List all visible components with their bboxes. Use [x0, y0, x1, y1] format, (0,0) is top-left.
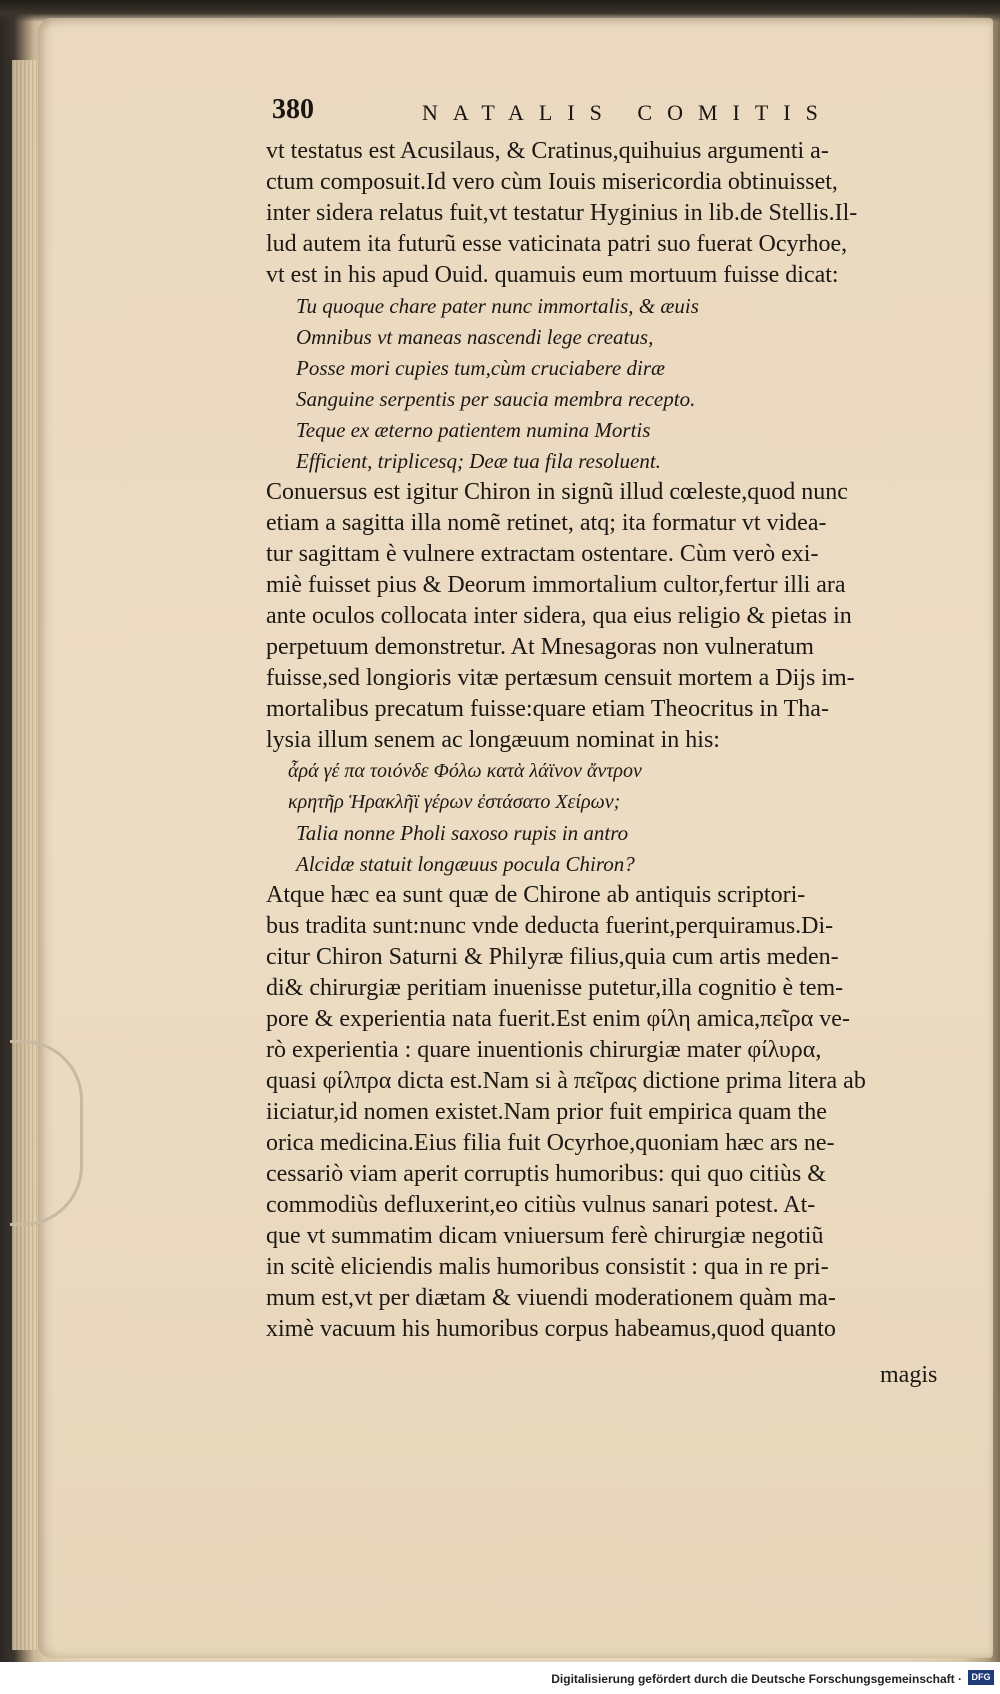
footer-bar [0, 1664, 1000, 1694]
text-line: fuisse,sed longioris vitæ pertæsum censuit mortem a Dijs im- [266, 665, 855, 691]
page-clip [10, 1040, 83, 1226]
text-line: Atque hæc ea sunt quæ de Chirone ab antiquis scriptori- [266, 882, 806, 908]
text-line: inter sidera relatus fuit,vt testatur Hyginius in lib.de Stellis.Il- [266, 200, 858, 226]
text-line: in scitè eliciendis malis humoribus consistit : qua in re pri- [266, 1254, 829, 1280]
text-line: lud autem ita futurũ esse vaticinata patri suo fuerat Ocyrhoe, [266, 231, 848, 257]
text-line: di& chirurgiæ peritiam inuenisse putetur,illa cognitio è tem- [266, 975, 844, 1001]
text-line: pore & experientia nata fuerit.Est enim φίλη amica,πεῖρα ve- [266, 1006, 850, 1032]
text-line: commodiùs defluxerint,eo citiùs vulnus sanari potest. At- [266, 1192, 816, 1218]
text-line: citur Chiron Saturni & Philyræ filius,quia cum artis meden- [266, 944, 839, 970]
page-edges [12, 60, 38, 1650]
text-line: lysia illum senem ac longæuum nominat in his: [266, 727, 720, 753]
text-line: cessariò viam aperit corruptis humoribus: qui quo citiùs & [266, 1161, 826, 1187]
verse-line: Talia nonne Pholi saxoso rupis in antro [296, 821, 629, 845]
text-line: vt est in his apud Ouid. quamuis eum mortuum fuisse dicat: [266, 262, 839, 288]
verse-line: Tu quoque chare pater nunc immortalis, & æuis [296, 294, 699, 318]
page-number: 380 [272, 94, 314, 125]
text-line: mortalibus precatum fuisse:quare etiam Theocritus in Tha- [266, 696, 829, 722]
greek-verse-line: κρητῆρ Ἡρακλῆϊ γέρων ἐστάσατο Χείρων; [288, 791, 621, 813]
text-line: ctum composuit.Id vero cùm Iouis misericordia obtinuisset, [266, 169, 838, 195]
text-line: ante oculos collocata inter sidera, qua eius religio & pietas in [266, 603, 852, 629]
text-line: etiam a sagitta illa nomẽ retinet, atq; ita formatur vt videa- [266, 510, 827, 536]
verse-line: Efficient, triplicesq; Deæ tua fila resoluent. [296, 449, 661, 473]
verse-line: Alcidæ statuit longæuus pocula Chiron? [296, 852, 635, 876]
text-line: que vt summatim dicam vniuersum ferè chirurgiæ negotiũ [266, 1223, 824, 1249]
running-title: NATALIS COMITIS [422, 100, 833, 125]
text-line: Conuersus est igitur Chiron in signũ illud cœleste,quod nunc [266, 479, 848, 505]
catchword: magis [880, 1362, 938, 1388]
verse-line: Sanguine serpentis per saucia membra recepto. [296, 387, 696, 411]
text-line: ximè vacuum his humoribus corpus habeamus,quod quanto [266, 1316, 836, 1342]
verse-line: Posse mori cupies tum,cùm cruciabere diræ [296, 356, 665, 380]
text-line: miè fuisset pius & Deorum immortalium cultor,fertur illi ara [266, 572, 846, 598]
text-line: tur sagittam è vulnere extractam ostentare. Cùm verò exi- [266, 541, 819, 567]
greek-verse-line: ἆρά γέ πα τοιόνδε Φόλω κατὰ λάϊνον ἄντρον [288, 760, 642, 782]
text-line: orica medicina.Eius filia fuit Ocyrhoe,quoniam hæc ars ne- [266, 1130, 835, 1156]
verse-line: Teque ex æterno patientem numina Mortis [296, 418, 651, 442]
verse-line: Omnibus vt maneas nascendi lege creatus, [296, 325, 654, 349]
text-line: iiciatur,id nomen existet.Nam prior fuit empirica quam the [266, 1099, 827, 1125]
text-line: vt testatus est Acusilaus, & Cratinus,quihuius argumenti a- [266, 138, 829, 164]
dfg-logo: DFG [968, 1670, 994, 1685]
text-block [266, 136, 931, 1345]
text-line: quasi φίλπρα dicta est.Nam si à πεῖρας dictione prima litera ab [266, 1068, 866, 1094]
text-line: rò experientia : quare inuentionis chirurgiæ mater φίλυρα, [266, 1037, 822, 1063]
text-line: mum est,vt per diætam & viuendi moderationem quàm ma- [266, 1285, 836, 1311]
funding-credit: Digitalisierung gefördert durch die Deutsche Forschungsgemeinschaft · [551, 1672, 962, 1686]
text-line: perpetuum demonstretur. At Mnesagoras non vulneratum [266, 634, 814, 660]
text-line: bus tradita sunt:nunc vnde deducta fuerint,perquiramus.Di- [266, 913, 834, 939]
